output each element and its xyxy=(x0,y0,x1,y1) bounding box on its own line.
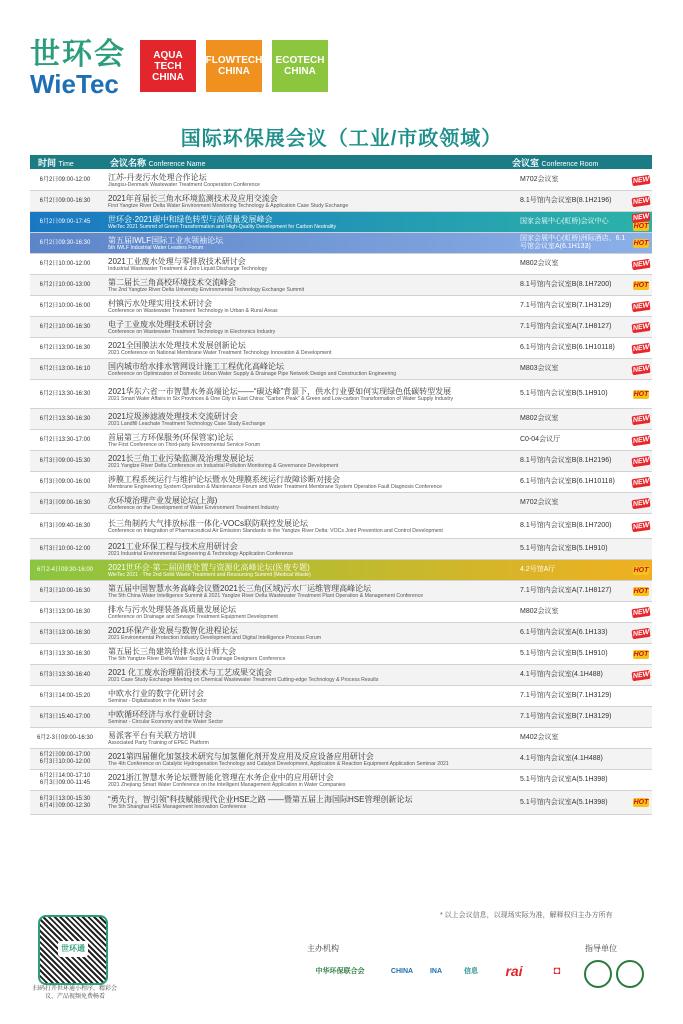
new-badge: NEW xyxy=(632,607,650,617)
row-time: 6月2日13:30-16:30 xyxy=(39,415,91,422)
row-name-cn: 2021工业环保工程与技术应用研讨会 xyxy=(108,541,238,551)
table-row xyxy=(30,728,652,749)
table-row xyxy=(30,602,652,623)
row-name-en: Conference on Integration of Pharmaceutical Air Emission Standards in the Yangtze River Delta: VOCs Joint Prevention and Control Development xyxy=(108,527,443,534)
row-room: 6.1号馆内会议室A(6.1H133) xyxy=(520,629,608,636)
row-name-en: The 5th Shanghai HSE Management Innovation Conference xyxy=(108,804,247,810)
table-row xyxy=(30,296,652,317)
row-name xyxy=(100,362,520,377)
row-name-en: 2021 Industrial Environmental Engineering & Technology Application Conference xyxy=(108,550,294,557)
row-name xyxy=(100,278,520,293)
row-time: 6月3日13:00-15:30 6月4日09:00-12:30 xyxy=(39,795,91,809)
row-name-en: Seminar - Circular Economy and the Water Sector xyxy=(108,718,224,725)
header-time: 时间 Time xyxy=(38,158,74,168)
row-name-cn: 首届第三方环保服务(环保管家)论坛 xyxy=(108,432,234,442)
row-name xyxy=(100,519,520,534)
new-badge: NEW xyxy=(632,670,650,680)
table-row xyxy=(30,254,652,275)
row-room: M802会议室 xyxy=(520,260,559,267)
new-badge: NEW xyxy=(632,521,650,531)
logo-cn: 世环会 xyxy=(30,38,126,71)
row-room: 7.1号馆内会议室B(7.1H3129) xyxy=(520,713,612,720)
hot-badge: HOT xyxy=(633,799,649,806)
new-badge: NEW xyxy=(632,301,650,311)
row-tag xyxy=(630,629,652,638)
new-badge: NEW xyxy=(632,477,650,487)
row-name-cn: 江苏-丹麦污水处理合作论坛 xyxy=(108,172,207,182)
row-name-en: WieTec 2021 · The 2nd Solid Waste Treatment and Resourcing Summit (Medical Waste) xyxy=(108,571,311,578)
row-tag xyxy=(630,457,652,466)
row-name-cn: 国内城市给水排水管网设计施工工程优化高峰论坛 xyxy=(108,361,284,371)
header xyxy=(0,0,683,110)
row-name-en: The 5th China Water Intelligence Summit & 2021 Yangtze River Delta Wastewater Treatment Plant Operation & Management Conference xyxy=(108,592,424,599)
sponsor-logo-1: 中华环保联合会 xyxy=(315,968,365,975)
table-row xyxy=(30,539,652,560)
row-name-cn: 2021环保产业发展与数智化进程论坛 xyxy=(108,625,238,635)
row-room: 国家会展中心(虹桥)会议中心 xyxy=(520,218,609,225)
row-tag xyxy=(630,390,652,399)
row-time: 6月3日13:30-16:30 xyxy=(39,650,91,657)
row-tag xyxy=(630,608,652,617)
row-time: 6月2日14:00-17:10 6月3日09:00-11:45 xyxy=(39,773,91,786)
row-room: 8.1号馆内会议室B(8.1H7200) xyxy=(520,281,612,288)
row-time: 6月2日10:00-13:00 xyxy=(39,281,91,288)
row-room: 6.1号馆内会议室B(6.1H10118) xyxy=(520,344,615,351)
row-name-en: First Yangtze River Delta Water Environment Monitoring Technology & Application Case Study Exchange xyxy=(108,202,349,209)
header-name: 会议名称 Conference Name xyxy=(110,158,206,168)
row-tag xyxy=(630,478,652,487)
table-row xyxy=(30,317,652,338)
row-tag xyxy=(630,365,652,374)
row-name-cn: 2021世环会·第二届固废处置与资源化高峰论坛(医废专题) xyxy=(108,562,310,572)
row-name-en: 2021 Yangtze River Delta Conference on Industrial Pollution Monitoring & Governance Development xyxy=(108,462,339,469)
row-name xyxy=(100,647,520,662)
row-name-en: Jiangsu-Denmark Wastewater Treatment Cooperation Conference xyxy=(108,181,261,188)
row-room: 5.1号馆内会议室B(5.1H910) xyxy=(520,545,608,552)
row-time: 6月3日10:00-16:30 xyxy=(39,587,91,594)
row-time: 6月2日13:00-16:30 xyxy=(39,344,91,351)
aquatech-logo: AQUA TECH CHINA xyxy=(140,40,196,92)
table-row xyxy=(30,359,652,380)
row-name xyxy=(100,626,520,641)
table-row xyxy=(30,493,652,514)
ecotech-logo: ECOTECH CHINA xyxy=(272,40,328,92)
row-name xyxy=(100,710,520,725)
row-tag xyxy=(630,239,652,248)
row-name xyxy=(100,605,520,620)
row-room: 8.1号馆内会议室B(8.1H2196) xyxy=(520,197,612,204)
row-name xyxy=(100,433,520,448)
row-name-en: Conference on the Development of Water Environment Treatment Industry xyxy=(108,504,279,511)
table-row xyxy=(30,644,652,665)
sponsor-logo-2: CHINA xyxy=(390,967,414,975)
table-row xyxy=(30,430,652,451)
row-room: M802会议室 xyxy=(520,415,559,422)
row-name-en: 5th IWLF Industrial Water Leaders Forum xyxy=(108,244,204,251)
row-time: 6月3日09:00-15:30 xyxy=(39,457,91,464)
row-name xyxy=(100,475,520,490)
row-tag xyxy=(630,587,652,596)
row-tag xyxy=(630,213,652,231)
sponsor-logo-3: INA xyxy=(429,967,443,975)
row-name-en: The 2nd Yangtze River Delta University Environmental Technology Exchange Summit xyxy=(108,286,305,293)
row-name xyxy=(100,194,520,209)
row-room: 7.1号馆内会议室A(7.1H8127) xyxy=(520,323,612,330)
row-name-en: 2021 Case Study Exchange Meeting on Chemical Wastewater Treatment Cutting-edge Technology & Process Results xyxy=(108,676,379,683)
new-badge: NEW xyxy=(632,498,650,508)
row-room: M803会议室 xyxy=(520,365,559,372)
row-time: 6月2日09:00-16:30 xyxy=(39,197,91,204)
row-name-cn: “勇先行，智引领”科技赋能现代企业HSE之路 ——暨第五届上海国际HSE管理创新论坛 xyxy=(108,795,413,804)
row-name-en: Membrane Engineering System Operation & Maintenance Forum and Water Treatment Membrane System Operation Fault Diagnosis Conference xyxy=(108,483,442,490)
row-name-cn: 2021浙江智慧水务论坛暨智能化管理在水务企业中的应用研讨会 xyxy=(108,772,334,782)
row-name-en: Seminar - Digitalisation in the Water Sector xyxy=(108,697,207,704)
row-name xyxy=(100,795,520,810)
new-badge: NEW xyxy=(632,456,650,466)
row-name xyxy=(100,341,520,356)
row-room: 8.1号馆内会议室B(8.1H7200) xyxy=(520,522,612,529)
row-name xyxy=(100,299,520,314)
header-room: 会议室 Conference Room xyxy=(512,158,599,168)
row-name-cn: 村镇污水处理实用技术研讨会 xyxy=(108,298,212,308)
new-badge: NEW xyxy=(632,259,650,269)
row-tag xyxy=(630,671,652,680)
row-name xyxy=(100,387,520,402)
hot-badge: HOT xyxy=(633,223,649,230)
row-room: 5.1号馆内会议室A(5.1H398) xyxy=(520,798,608,806)
sponsor-logo-6: ◘ xyxy=(553,965,561,977)
row-name-en: Conference on Drainage and Sewage Treatment Equipment Development xyxy=(108,613,278,620)
page-title: 国际环保展会议（工业/市政领域） xyxy=(180,128,503,150)
new-badge: NEW xyxy=(632,435,650,445)
row-name-cn: 2021第四届催化加氢技术研究与加氢催化剂开发应用及反应设备应用研讨会 xyxy=(108,751,374,761)
row-name-cn: 易派客平台有关联方培训 xyxy=(108,730,196,740)
hot-badge: HOT xyxy=(633,587,649,595)
row-name-cn: 水环境治理产业发展论坛(上海) xyxy=(108,495,218,505)
row-name xyxy=(100,454,520,469)
row-tag xyxy=(630,260,652,269)
row-time: 6月3日13:00-16:30 xyxy=(39,608,91,615)
row-room: M802会议室 xyxy=(520,608,559,615)
guide-emblem-2 xyxy=(616,960,644,988)
row-name-cn: 世环会·2021碳中和绿色转型与高质量发展峰会 xyxy=(108,214,273,224)
row-name-en: Conference on Wastewater Treatment Technology in Urban & Rural Areas xyxy=(108,307,278,314)
table-row xyxy=(30,451,652,472)
table-row xyxy=(30,191,652,212)
row-name-en: The 5th Yangtze River Delta Water Supply & Drainage Designers Conference xyxy=(108,655,286,662)
hot-badge: HOT xyxy=(633,650,649,658)
table-header xyxy=(30,155,652,169)
row-time: 6月3日09:00-16:30 xyxy=(39,499,91,506)
row-name xyxy=(100,236,520,251)
wietec-logo xyxy=(30,40,126,98)
row-room: 5.1号馆内会议室B(5.1H910) xyxy=(520,650,608,657)
table-row xyxy=(30,233,652,254)
row-tag xyxy=(630,281,652,290)
table-row xyxy=(30,560,652,581)
row-name xyxy=(100,257,520,272)
row-tag xyxy=(630,522,652,531)
row-name-cn: 2021工业废水处理与零排放技术研讨会 xyxy=(108,256,246,266)
row-room: 6.1号馆内会议室B(6.1H10118) xyxy=(520,478,615,485)
row-name-cn: 电子工业废水处理技术研讨会 xyxy=(108,319,212,329)
row-room: 7.1号馆内会议室B(7.1H3129) xyxy=(520,692,612,699)
new-badge: NEW xyxy=(632,196,650,206)
row-name-cn: 2021华东六省一市智慧水务高端论坛——“碳达峰”背景下，供水行业要如何实现绿色低碳转型发展 xyxy=(108,386,452,396)
row-time: 6月2日09:00-17:00 6月3日10:00-12:00 xyxy=(39,752,91,765)
row-name-cn: 2021全国膜法水处理技术发展创新论坛 xyxy=(108,340,246,350)
row-time: 6月2-3日09:00-16:30 xyxy=(36,734,94,741)
row-room: 7.1号馆内会议室B(7.1H3129) xyxy=(520,302,612,309)
new-badge: NEW xyxy=(632,628,650,638)
row-name-en: Associated Party Training of EPEC Platform xyxy=(108,739,209,746)
row-room: 5.1号馆内会议室A(5.1H398) xyxy=(520,776,608,783)
new-badge: NEW xyxy=(632,414,650,424)
new-badge: NEW xyxy=(632,364,650,374)
row-tag xyxy=(630,650,652,659)
row-time: 6月3日15:40-17:00 xyxy=(39,713,91,720)
guide-label: 指导单位 xyxy=(585,944,617,953)
row-time: 6月2日10:00-16:30 xyxy=(39,323,91,330)
new-badge: NEW xyxy=(632,343,650,353)
new-badge: NEW xyxy=(632,212,650,223)
table-row xyxy=(30,686,652,707)
row-tag xyxy=(630,499,652,508)
table-row xyxy=(30,623,652,644)
new-badge: NEW xyxy=(632,175,650,185)
row-time: 6月3日13:30-16:40 xyxy=(39,671,91,678)
row-time: 6月2日13:00-16:10 xyxy=(39,365,91,372)
row-name-cn: 长三角制药大气排放标准一体化-VOCs联防联控发展论坛 xyxy=(108,518,308,528)
row-time: 6月3日09:40-16:30 xyxy=(39,522,91,529)
row-tag xyxy=(630,415,652,424)
row-time: 6月3日09:00-16:00 xyxy=(39,478,91,485)
row-name-cn: 排水与污水处理装备高质量发展论坛 xyxy=(108,604,236,614)
table-row xyxy=(30,409,652,430)
row-tag xyxy=(630,798,652,807)
row-tag xyxy=(630,344,652,353)
row-name-cn: 第五届长三角建筑给排水设计师大会 xyxy=(108,646,236,656)
row-name-en: 2021 Landfill Leachate Treatment Technology Case Study Exchange xyxy=(108,420,266,427)
new-badge: NEW xyxy=(632,322,650,332)
hot-badge: HOT xyxy=(633,239,649,247)
row-time: 6月3日14:00-15:20 xyxy=(39,692,91,699)
table-row xyxy=(30,275,652,296)
row-name xyxy=(100,689,520,704)
hot-badge: HOT xyxy=(633,281,649,289)
row-name-cn: 2021年首届长三角水环境监测技术及应用交流会 xyxy=(108,193,278,203)
row-room: M702会议室 xyxy=(520,499,559,506)
row-name-en: 2021 Environmental Protection Industry Development and Digital Intelligence Process Forum xyxy=(108,634,322,641)
host-label: 主办机构 xyxy=(307,944,339,953)
table-row xyxy=(30,770,652,791)
table-row xyxy=(30,514,652,539)
row-time: 6月2日09:00-17:45 xyxy=(39,218,91,225)
disclaimer-note: * 以上会议信息，以现场实际为准，解释权归主办方所有 xyxy=(440,912,613,919)
row-time: 6月2日09:30-16:30 xyxy=(39,239,91,246)
row-time: 6月2-4日09:30-16:00 xyxy=(36,566,94,573)
table-row xyxy=(30,791,652,815)
row-name xyxy=(100,668,520,683)
row-name-cn: 2021垃圾渗滤液处理技术交流研讨会 xyxy=(108,411,238,421)
row-name-en: 2021 Smart Water Affairs in Six Provinces & One City in East China: "Carbon Peak" & Green and Low-carbon Transformation of Water Supply Industry xyxy=(108,395,454,402)
row-name-en: Conference on Wastewater Treatment Technology in Electronics Industry xyxy=(108,328,276,335)
row-name-cn: 2021长三角工业污染监测及治理发展论坛 xyxy=(108,453,254,463)
row-name-cn: 中欧循环经济与水行业研讨会 xyxy=(108,709,212,719)
row-time: 6月2日09:00-12:00 xyxy=(39,176,91,183)
table-row xyxy=(30,749,652,770)
row-name-en: Conference on Optimization of Domestic Urban Water Supply & Drainage Pipe Network Design and Construction Engineering xyxy=(108,370,397,377)
row-time: 6月2日10:00-12:00 xyxy=(39,260,91,267)
logo-en: WieTec xyxy=(30,69,119,99)
row-room: 4.1号馆内会议室(4.1H488) xyxy=(520,755,603,762)
qr-code[interactable] xyxy=(38,915,108,985)
row-room: 5.1号馆内会议室B(5.1H910) xyxy=(520,390,608,397)
row-name xyxy=(100,412,520,427)
row-name xyxy=(100,215,520,230)
sponsor-logo-4: 信息 xyxy=(464,968,478,975)
row-time: 6月2日13:30-17:00 xyxy=(39,436,91,443)
row-room: 8.1号馆内会议室B(8.1H2196) xyxy=(520,457,612,464)
row-room: 7.1号馆内会议室A(7.1H8127) xyxy=(520,587,612,594)
row-time: 6月2日13:30-16:30 xyxy=(39,390,91,397)
row-room: 4.2号馆A厅 xyxy=(520,566,556,573)
row-tag xyxy=(630,566,652,575)
hot-badge: HOT xyxy=(633,390,649,398)
row-room: C0-04会议厅 xyxy=(520,436,561,443)
row-room: 国家会展中心(虹桥)洲际酒店、6.1号馆会议室A(6.1H133) xyxy=(520,235,626,250)
row-tag xyxy=(630,436,652,445)
row-time: 6月3日13:00-16:30 xyxy=(39,629,91,636)
row-name-en: WieTec 2021 Summit of Green Transformation and High-Quality Development for Carbon Neutrality xyxy=(108,223,337,230)
qr-caption: 扫码打开世环通小程序，精彩会议、产品视频免费畅看 xyxy=(32,986,117,1000)
row-name-cn: 涉膜工程系统运行与维护论坛暨水处理膜系统运行故障诊断对接会 xyxy=(108,474,340,484)
hot-badge: HOT xyxy=(633,566,649,574)
row-room: 4.1号馆内会议室(4.1H488) xyxy=(520,671,603,678)
row-tag xyxy=(630,323,652,332)
row-name-en: 2021 Conference on National Membrane Water Treatment Technology Innovation & Development xyxy=(108,349,332,356)
row-name xyxy=(100,752,520,767)
row-name xyxy=(100,773,520,788)
table-row xyxy=(30,665,652,686)
table-row xyxy=(30,581,652,602)
guide-emblem-1 xyxy=(584,960,612,988)
schedule-table xyxy=(30,170,652,815)
row-name xyxy=(100,563,520,578)
table-row xyxy=(30,170,652,191)
row-tag xyxy=(630,176,652,185)
row-name-cn: 第五届IWLF国际工业水领袖论坛 xyxy=(108,235,224,245)
qr-center-label: 世环通 xyxy=(58,941,88,957)
table-row xyxy=(30,707,652,728)
row-tag xyxy=(630,197,652,206)
row-name-en: The First Conference on Third-party Environmental Service Forum xyxy=(108,441,261,448)
row-name-cn: 第二届长三角高校环境技术交流峰会 xyxy=(108,277,236,287)
row-tag xyxy=(630,302,652,311)
row-name xyxy=(100,173,520,188)
row-name xyxy=(100,731,520,746)
row-name xyxy=(100,496,520,511)
row-name-en: The 4th Conference on Catalytic Hydrogenation Technology and Catalyst Development, Application & Reaction Equipment Application Seminar 2021 xyxy=(108,760,449,767)
row-time: 6月3日10:00-12:00 xyxy=(39,545,91,552)
table-row xyxy=(30,212,652,233)
sponsor-logo-5: rai xyxy=(505,963,523,979)
row-room: M702会议室 xyxy=(520,176,559,183)
row-name xyxy=(100,542,520,557)
row-name xyxy=(100,320,520,335)
flowtech-logo: FLOWTECH CHINA xyxy=(206,40,262,92)
table-row xyxy=(30,380,652,409)
row-name-cn: 2021 化工废水治理前沿技术与工艺成果交流会 xyxy=(108,667,273,677)
table-row xyxy=(30,338,652,359)
row-name xyxy=(100,584,520,599)
row-name-cn: 第五届中国智慧水务高峰会议暨2021长三角(区域)污水厂运维管理高峰论坛 xyxy=(108,583,372,593)
row-name-cn: 中欧水行业的数字化研讨会 xyxy=(108,688,204,698)
row-name-en: 2021 Zhejiang Smart Water Conference on the Intelligent Management Application in Water Companies xyxy=(108,781,346,788)
row-room: M402会议室 xyxy=(520,734,559,741)
row-time: 6月2日10:00-16:00 xyxy=(39,302,91,309)
row-name-en: Industrial Wastewater Treatment & Zero Liquid Discharge Technology xyxy=(108,265,268,272)
table-row xyxy=(30,472,652,493)
